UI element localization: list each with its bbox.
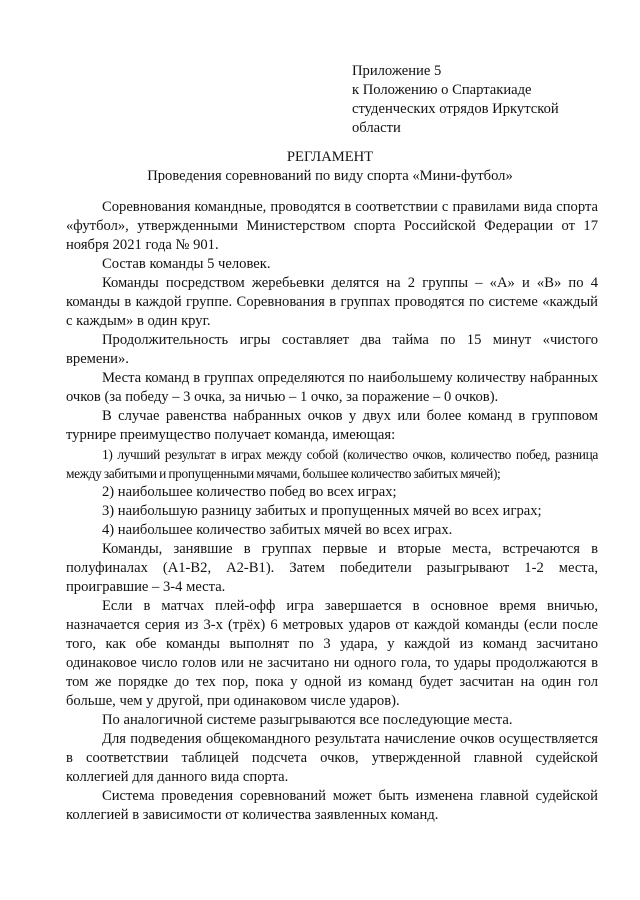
paragraph: По аналогичной системе разыгрываются все последующие места. — [102, 712, 513, 728]
paragraph: 3) наибольшую разницу забитых и пропущенных мячей во всех играх; — [102, 503, 542, 519]
document-subtitle: Проведения соревнований по виду спорта «Мини-футбол» — [147, 168, 513, 184]
appendix-line: студенческих отрядов Иркутской — [352, 101, 559, 117]
paragraph: Продолжительность игры составляет два тайма по 15 минут «чистого времени». — [66, 332, 598, 367]
paragraph: 1) лучший результат в играх между собой (количество очков, количество побед, разница между забитыми и пропущенными мячами, большее количество забитых мячей); — [66, 447, 598, 481]
appendix-line: области — [352, 120, 401, 136]
paragraph: 2) наибольшее количество побед во всех играх; — [102, 484, 397, 500]
paragraph: Места команд в группах определяются по наибольшему количеству набранных очков (за победу – 3 очка, за ничью – 1 очко, за поражение – 0 очков). — [66, 370, 598, 405]
appendix-note — [352, 62, 592, 138]
paragraph: Система проведения соревнований может быть изменена главной судейской коллегией в зависимости от количества заявленных команд. — [66, 788, 598, 823]
paragraph: В случае равенства набранных очков у двух или более команд в групповом турнире преимущество получает команда, имеющая: — [66, 408, 598, 443]
paragraph: Команды посредством жеребьевки делятся на 2 группы – «А» и «В» по 4 команды в каждой группе. Соревнования в группах проводятся по системе «каждый с каждым» в один круг. — [66, 275, 598, 329]
paragraph: Если в матчах плей-офф игра завершается в основное время вничью, назначается серия из 3-х (трёх) 6 метровых ударов от каждой команды (если после того, как обе команды выполнят по 3 удара, у каждой из команд засчитано одинаковое число голов или не засчитано ни одного гола, то удары продолжаются в том же порядке до тех пор, пока у одной из команд будет засчитан на один гол больше, чем у другой, при одинаковом числе ударов). — [66, 598, 598, 709]
paragraph: Состав команды 5 человек. — [102, 256, 271, 272]
paragraph: Для подведения общекомандного результата начисление очков осуществляется в соответствии таблицей подсчета очков, утвержденной главной судейской коллегией для данного вида спорта. — [66, 731, 598, 785]
appendix-line: к Положению о Спартакиаде — [352, 82, 532, 98]
document-body — [66, 198, 598, 825]
document-title: РЕГЛАМЕНТ — [286, 149, 374, 165]
paragraph: Команды, занявшие в группах первые и вторые места, встречаются в полуфиналах (А1-В2, А2-В1). Затем победители разыгрывают 1-2 места, проигравшие – 3-4 места. — [66, 541, 598, 595]
appendix-line: Приложение 5 — [352, 63, 442, 79]
paragraph: Соревнования командные, проводятся в соответствии с правилами вида спорта «футбол», утвержденными Министерством спорта Российской Федерации от 17 ноября 2021 года № 901. — [66, 199, 598, 253]
paragraph: 4) наибольшее количество забитых мячей во всех играх. — [102, 522, 453, 538]
